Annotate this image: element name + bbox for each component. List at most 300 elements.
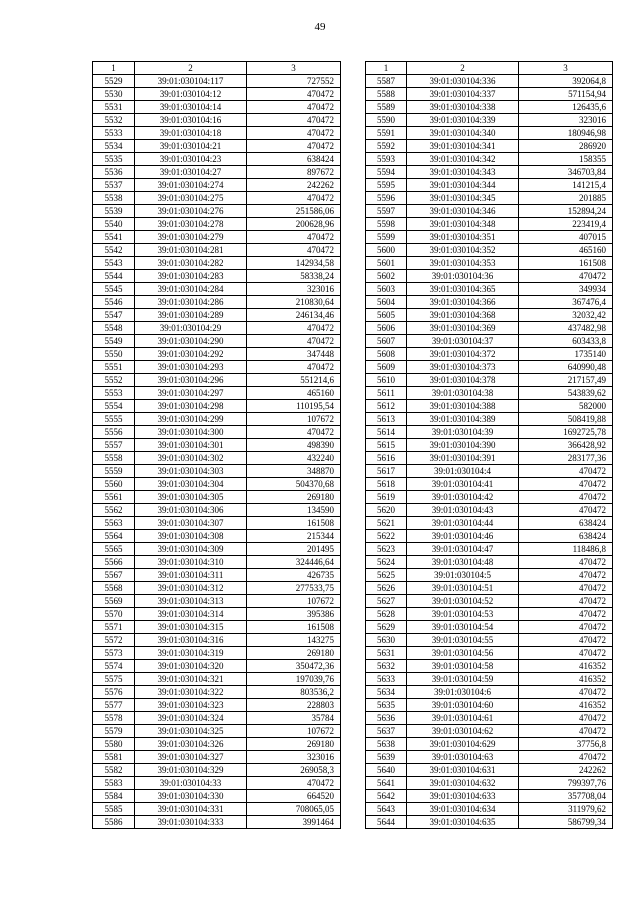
value-cell: 638424 [247, 153, 341, 166]
value-cell: 470472 [519, 556, 613, 569]
value-cell: 470472 [519, 582, 613, 595]
value-cell: 664520 [247, 790, 341, 803]
left-table-body [93, 62, 341, 829]
table-row [93, 296, 341, 309]
value-cell: 470472 [519, 647, 613, 660]
table-row [366, 361, 613, 374]
cadastral-number-cell: 39:01:030104:37 [407, 335, 519, 348]
value-cell: 311979,62 [519, 803, 613, 816]
value-cell: 161508 [247, 517, 341, 530]
row-number-cell: 5607 [366, 335, 407, 348]
row-number-cell: 5636 [366, 712, 407, 725]
value-cell: 586799,34 [519, 816, 613, 829]
value-cell: 197039,76 [247, 673, 341, 686]
table-row [366, 816, 613, 829]
value-cell: 470472 [519, 569, 613, 582]
table-row [366, 465, 613, 478]
row-number-cell: 5611 [366, 387, 407, 400]
cadastral-number-cell: 39:01:030104:299 [135, 413, 247, 426]
cadastral-number-cell: 39:01:030104:369 [407, 322, 519, 335]
value-cell: 416352 [519, 699, 613, 712]
cadastral-number-cell: 39:01:030104:345 [407, 192, 519, 205]
row-number-cell: 5587 [366, 75, 407, 88]
header-cell-2: 2 [407, 62, 519, 75]
row-number-cell: 5579 [93, 725, 135, 738]
row-number-cell: 5542 [93, 244, 135, 257]
table-row [93, 75, 341, 88]
table-row [366, 764, 613, 777]
cadastral-number-cell: 39:01:030104:289 [135, 309, 247, 322]
table-row [93, 192, 341, 205]
table-row [366, 231, 613, 244]
cadastral-number-cell: 39:01:030104:6 [407, 686, 519, 699]
table-row [366, 348, 613, 361]
table-row [93, 595, 341, 608]
value-cell: 551214,6 [247, 374, 341, 387]
cadastral-number-cell: 39:01:030104:337 [407, 88, 519, 101]
right-register-table [365, 61, 613, 829]
value-cell: 324446,64 [247, 556, 341, 569]
page-number: 49 [314, 21, 326, 33]
cadastral-number-cell: 39:01:030104:327 [135, 751, 247, 764]
value-cell: 470472 [247, 114, 341, 127]
table-row [366, 387, 613, 400]
table-row [93, 621, 341, 634]
value-cell: 107672 [247, 725, 341, 738]
table-row [366, 101, 613, 114]
row-number-cell: 5593 [366, 153, 407, 166]
cadastral-number-cell: 39:01:030104:342 [407, 153, 519, 166]
cadastral-number-cell: 39:01:030104:33 [135, 777, 247, 790]
cadastral-number-cell: 39:01:030104:348 [407, 218, 519, 231]
row-number-cell: 5531 [93, 101, 135, 114]
value-cell: 161508 [519, 257, 613, 270]
right-table-body [366, 62, 613, 829]
table-row [93, 608, 341, 621]
cadastral-number-cell: 39:01:030104:311 [135, 569, 247, 582]
row-number-cell: 5641 [366, 777, 407, 790]
cadastral-number-cell: 39:01:030104:297 [135, 387, 247, 400]
value-cell: 407015 [519, 231, 613, 244]
table-row [93, 504, 341, 517]
cadastral-number-cell: 39:01:030104:21 [135, 140, 247, 153]
value-cell: 416352 [519, 673, 613, 686]
value-cell: 152894,24 [519, 205, 613, 218]
row-number-cell: 5573 [93, 647, 135, 660]
cadastral-number-cell: 39:01:030104:117 [135, 75, 247, 88]
cadastral-number-cell: 39:01:030104:306 [135, 504, 247, 517]
row-number-cell: 5575 [93, 673, 135, 686]
header-cell-1: 1 [93, 62, 135, 75]
row-number-cell: 5621 [366, 517, 407, 530]
cadastral-number-cell: 39:01:030104:322 [135, 686, 247, 699]
value-cell: 32032,42 [519, 309, 613, 322]
row-number-cell: 5629 [366, 621, 407, 634]
cadastral-number-cell: 39:01:030104:351 [407, 231, 519, 244]
value-cell: 470472 [519, 686, 613, 699]
table-row [366, 88, 613, 101]
row-number-cell: 5533 [93, 127, 135, 140]
table-row [366, 309, 613, 322]
table-row [366, 608, 613, 621]
table-row [366, 452, 613, 465]
table-row [366, 374, 613, 387]
value-cell: 215344 [247, 530, 341, 543]
table-row [366, 725, 613, 738]
value-cell: 323016 [247, 751, 341, 764]
row-number-cell: 5572 [93, 634, 135, 647]
value-cell: 470472 [247, 322, 341, 335]
cadastral-number-cell: 39:01:030104:52 [407, 595, 519, 608]
value-cell: 349934 [519, 283, 613, 296]
value-cell: 269180 [247, 491, 341, 504]
cadastral-number-cell: 39:01:030104:12 [135, 88, 247, 101]
value-cell: 277533,75 [247, 582, 341, 595]
value-cell: 269058,3 [247, 764, 341, 777]
cadastral-number-cell: 39:01:030104:390 [407, 439, 519, 452]
row-number-cell: 5561 [93, 491, 135, 504]
cadastral-number-cell: 39:01:030104:633 [407, 790, 519, 803]
value-cell: 366428,92 [519, 439, 613, 452]
table-row [93, 439, 341, 452]
cadastral-number-cell: 39:01:030104:333 [135, 816, 247, 829]
table-row [366, 556, 613, 569]
value-cell: 470472 [247, 244, 341, 257]
value-cell: 395386 [247, 608, 341, 621]
cadastral-number-cell: 39:01:030104:63 [407, 751, 519, 764]
row-number-cell: 5563 [93, 517, 135, 530]
table-row [366, 738, 613, 751]
row-number-cell: 5620 [366, 504, 407, 517]
row-number-cell: 5544 [93, 270, 135, 283]
row-number-cell: 5565 [93, 543, 135, 556]
value-cell: 727552 [247, 75, 341, 88]
value-cell: 470472 [247, 335, 341, 348]
cadastral-number-cell: 39:01:030104:278 [135, 218, 247, 231]
cadastral-number-cell: 39:01:030104:16 [135, 114, 247, 127]
cadastral-number-cell: 39:01:030104:58 [407, 660, 519, 673]
cadastral-number-cell: 39:01:030104:631 [407, 764, 519, 777]
row-number-cell: 5619 [366, 491, 407, 504]
table-row [366, 478, 613, 491]
cadastral-number-cell: 39:01:030104:276 [135, 205, 247, 218]
row-number-cell: 5632 [366, 660, 407, 673]
row-number-cell: 5532 [93, 114, 135, 127]
value-cell: 432240 [247, 452, 341, 465]
table-row [93, 712, 341, 725]
value-cell: 37756,8 [519, 738, 613, 751]
value-cell: 640990,48 [519, 361, 613, 374]
row-number-cell: 5546 [93, 296, 135, 309]
row-number-cell: 5543 [93, 257, 135, 270]
row-number-cell: 5606 [366, 322, 407, 335]
row-number-cell: 5637 [366, 725, 407, 738]
table-row [366, 569, 613, 582]
value-cell: 470472 [519, 478, 613, 491]
value-cell: 346703,84 [519, 166, 613, 179]
row-number-cell: 5560 [93, 478, 135, 491]
cadastral-number-cell: 39:01:030104:53 [407, 608, 519, 621]
row-number-cell: 5609 [366, 361, 407, 374]
cadastral-number-cell: 39:01:030104:282 [135, 257, 247, 270]
row-number-cell: 5622 [366, 530, 407, 543]
cadastral-number-cell: 39:01:030104:304 [135, 478, 247, 491]
table-row [93, 751, 341, 764]
cadastral-number-cell: 39:01:030104:62 [407, 725, 519, 738]
table-row [366, 790, 613, 803]
cadastral-number-cell: 39:01:030104:372 [407, 348, 519, 361]
row-number-cell: 5610 [366, 374, 407, 387]
value-cell: 470472 [519, 270, 613, 283]
cadastral-number-cell: 39:01:030104:281 [135, 244, 247, 257]
row-number-cell: 5589 [366, 101, 407, 114]
row-number-cell: 5624 [366, 556, 407, 569]
value-cell: 708065,05 [247, 803, 341, 816]
cadastral-number-cell: 39:01:030104:373 [407, 361, 519, 374]
table-row [93, 738, 341, 751]
table-row [93, 387, 341, 400]
cadastral-number-cell: 39:01:030104:388 [407, 400, 519, 413]
value-cell: 470472 [247, 192, 341, 205]
value-cell: 110195,54 [247, 400, 341, 413]
cadastral-number-cell: 39:01:030104:391 [407, 452, 519, 465]
value-cell: 416352 [519, 660, 613, 673]
value-cell: 134590 [247, 504, 341, 517]
row-number-cell: 5585 [93, 803, 135, 816]
cadastral-number-cell: 39:01:030104:274 [135, 179, 247, 192]
value-cell: 143275 [247, 634, 341, 647]
cadastral-number-cell: 39:01:030104:312 [135, 582, 247, 595]
row-number-cell: 5577 [93, 699, 135, 712]
cadastral-number-cell: 39:01:030104:319 [135, 647, 247, 660]
row-number-cell: 5562 [93, 504, 135, 517]
table-row [366, 660, 613, 673]
row-number-cell: 5625 [366, 569, 407, 582]
table-row [93, 309, 341, 322]
cadastral-number-cell: 39:01:030104:340 [407, 127, 519, 140]
cadastral-number-cell: 39:01:030104:18 [135, 127, 247, 140]
value-cell: 470472 [247, 231, 341, 244]
cadastral-number-cell: 39:01:030104:39 [407, 426, 519, 439]
cadastral-number-cell: 39:01:030104:629 [407, 738, 519, 751]
row-number-cell: 5643 [366, 803, 407, 816]
value-cell: 504370,68 [247, 478, 341, 491]
value-cell: 126435,6 [519, 101, 613, 114]
table-row [93, 517, 341, 530]
cadastral-number-cell: 39:01:030104:36 [407, 270, 519, 283]
cadastral-number-cell: 39:01:030104:320 [135, 660, 247, 673]
row-number-cell: 5578 [93, 712, 135, 725]
row-number-cell: 5582 [93, 764, 135, 777]
value-cell: 571154,94 [519, 88, 613, 101]
value-cell: 158355 [519, 153, 613, 166]
table-row [93, 530, 341, 543]
value-cell: 210830,64 [247, 296, 341, 309]
cadastral-number-cell: 39:01:030104:55 [407, 634, 519, 647]
cadastral-number-cell: 39:01:030104:324 [135, 712, 247, 725]
value-cell: 470472 [519, 751, 613, 764]
row-number-cell: 5529 [93, 75, 135, 88]
value-cell: 118486,8 [519, 543, 613, 556]
table-row [366, 322, 613, 335]
table-row [366, 75, 613, 88]
cadastral-number-cell: 39:01:030104:46 [407, 530, 519, 543]
value-cell: 470472 [519, 504, 613, 517]
row-number-cell: 5538 [93, 192, 135, 205]
value-cell: 470472 [519, 634, 613, 647]
row-number-cell: 5633 [366, 673, 407, 686]
table-row [366, 504, 613, 517]
value-cell: 543839,62 [519, 387, 613, 400]
cadastral-number-cell: 39:01:030104:60 [407, 699, 519, 712]
table-row [93, 491, 341, 504]
cadastral-number-cell: 39:01:030104:336 [407, 75, 519, 88]
value-cell: 638424 [519, 517, 613, 530]
value-cell: 470472 [247, 426, 341, 439]
row-number-cell: 5612 [366, 400, 407, 413]
row-number-cell: 5590 [366, 114, 407, 127]
cadastral-number-cell: 39:01:030104:47 [407, 543, 519, 556]
row-number-cell: 5597 [366, 205, 407, 218]
row-number-cell: 5574 [93, 660, 135, 673]
cadastral-number-cell: 39:01:030104:307 [135, 517, 247, 530]
left-register-table [92, 61, 341, 829]
value-cell: 323016 [519, 114, 613, 127]
value-cell: 228803 [247, 699, 341, 712]
row-number-cell: 5600 [366, 244, 407, 257]
table-row [93, 114, 341, 127]
cadastral-number-cell: 39:01:030104:14 [135, 101, 247, 114]
value-cell: 142934,58 [247, 257, 341, 270]
value-cell: 470472 [519, 595, 613, 608]
value-cell: 367476,4 [519, 296, 613, 309]
value-cell: 470472 [247, 88, 341, 101]
table-row [93, 335, 341, 348]
table-row [366, 166, 613, 179]
table-row [93, 348, 341, 361]
table-row [93, 777, 341, 790]
table-row [93, 257, 341, 270]
value-cell: 470472 [247, 777, 341, 790]
cadastral-number-cell: 39:01:030104:378 [407, 374, 519, 387]
value-cell: 217157,49 [519, 374, 613, 387]
cadastral-number-cell: 39:01:030104:341 [407, 140, 519, 153]
header-cell-3: 3 [247, 62, 341, 75]
row-number-cell: 5592 [366, 140, 407, 153]
table-row [93, 582, 341, 595]
value-cell: 286920 [519, 140, 613, 153]
row-number-cell: 5536 [93, 166, 135, 179]
row-number-cell: 5601 [366, 257, 407, 270]
table-row [93, 283, 341, 296]
cadastral-number-cell: 39:01:030104:290 [135, 335, 247, 348]
row-number-cell: 5545 [93, 283, 135, 296]
row-number-cell: 5642 [366, 790, 407, 803]
table-row [93, 413, 341, 426]
row-number-cell: 5570 [93, 608, 135, 621]
row-number-cell: 5627 [366, 595, 407, 608]
value-cell: 392064,8 [519, 75, 613, 88]
table-row [93, 400, 341, 413]
value-cell: 803536,2 [247, 686, 341, 699]
row-number-cell: 5540 [93, 218, 135, 231]
row-number-cell: 5614 [366, 426, 407, 439]
table-row [93, 569, 341, 582]
cadastral-number-cell: 39:01:030104:292 [135, 348, 247, 361]
table-row [366, 426, 613, 439]
row-number-cell: 5535 [93, 153, 135, 166]
row-number-cell: 5554 [93, 400, 135, 413]
table-row [93, 452, 341, 465]
table-row [93, 465, 341, 478]
header-cell-1: 1 [366, 62, 407, 75]
cadastral-number-cell: 39:01:030104:344 [407, 179, 519, 192]
table-row [93, 634, 341, 647]
value-cell: 357708,04 [519, 790, 613, 803]
row-number-cell: 5623 [366, 543, 407, 556]
cadastral-number-cell: 39:01:030104:29 [135, 322, 247, 335]
cadastral-number-cell: 39:01:030104:343 [407, 166, 519, 179]
row-number-cell: 5552 [93, 374, 135, 387]
value-cell: 107672 [247, 413, 341, 426]
row-number-cell: 5537 [93, 179, 135, 192]
value-cell: 465160 [247, 387, 341, 400]
cadastral-number-cell: 39:01:030104:51 [407, 582, 519, 595]
row-number-cell: 5644 [366, 816, 407, 829]
cadastral-number-cell: 39:01:030104:634 [407, 803, 519, 816]
value-cell: 470472 [519, 491, 613, 504]
row-number-cell: 5586 [93, 816, 135, 829]
table-row [93, 543, 341, 556]
table-row [366, 803, 613, 816]
cadastral-number-cell: 39:01:030104:313 [135, 595, 247, 608]
cadastral-number-cell: 39:01:030104:331 [135, 803, 247, 816]
row-number-cell: 5583 [93, 777, 135, 790]
value-cell: 470472 [247, 101, 341, 114]
table-row [366, 712, 613, 725]
table-row [93, 790, 341, 803]
row-number-cell: 5603 [366, 283, 407, 296]
table-row [366, 621, 613, 634]
table-row [366, 673, 613, 686]
row-number-cell: 5530 [93, 88, 135, 101]
row-number-cell: 5584 [93, 790, 135, 803]
cadastral-number-cell: 39:01:030104:44 [407, 517, 519, 530]
row-number-cell: 5616 [366, 452, 407, 465]
row-number-cell: 5569 [93, 595, 135, 608]
value-cell: 350472,36 [247, 660, 341, 673]
value-cell: 269180 [247, 738, 341, 751]
cadastral-number-cell: 39:01:030104:326 [135, 738, 247, 751]
row-number-cell: 5567 [93, 569, 135, 582]
cadastral-number-cell: 39:01:030104:635 [407, 816, 519, 829]
cadastral-number-cell: 39:01:030104:23 [135, 153, 247, 166]
table-row [366, 153, 613, 166]
table-row [366, 400, 613, 413]
table-row [366, 192, 613, 205]
value-cell: 269180 [247, 647, 341, 660]
table-row [93, 673, 341, 686]
table-row [366, 218, 613, 231]
row-number-cell: 5548 [93, 322, 135, 335]
header-cell-3: 3 [519, 62, 613, 75]
value-cell: 1692725,78 [519, 426, 613, 439]
table-row [93, 556, 341, 569]
value-cell: 426735 [247, 569, 341, 582]
row-number-cell: 5596 [366, 192, 407, 205]
table-row [93, 231, 341, 244]
value-cell: 603433,8 [519, 335, 613, 348]
